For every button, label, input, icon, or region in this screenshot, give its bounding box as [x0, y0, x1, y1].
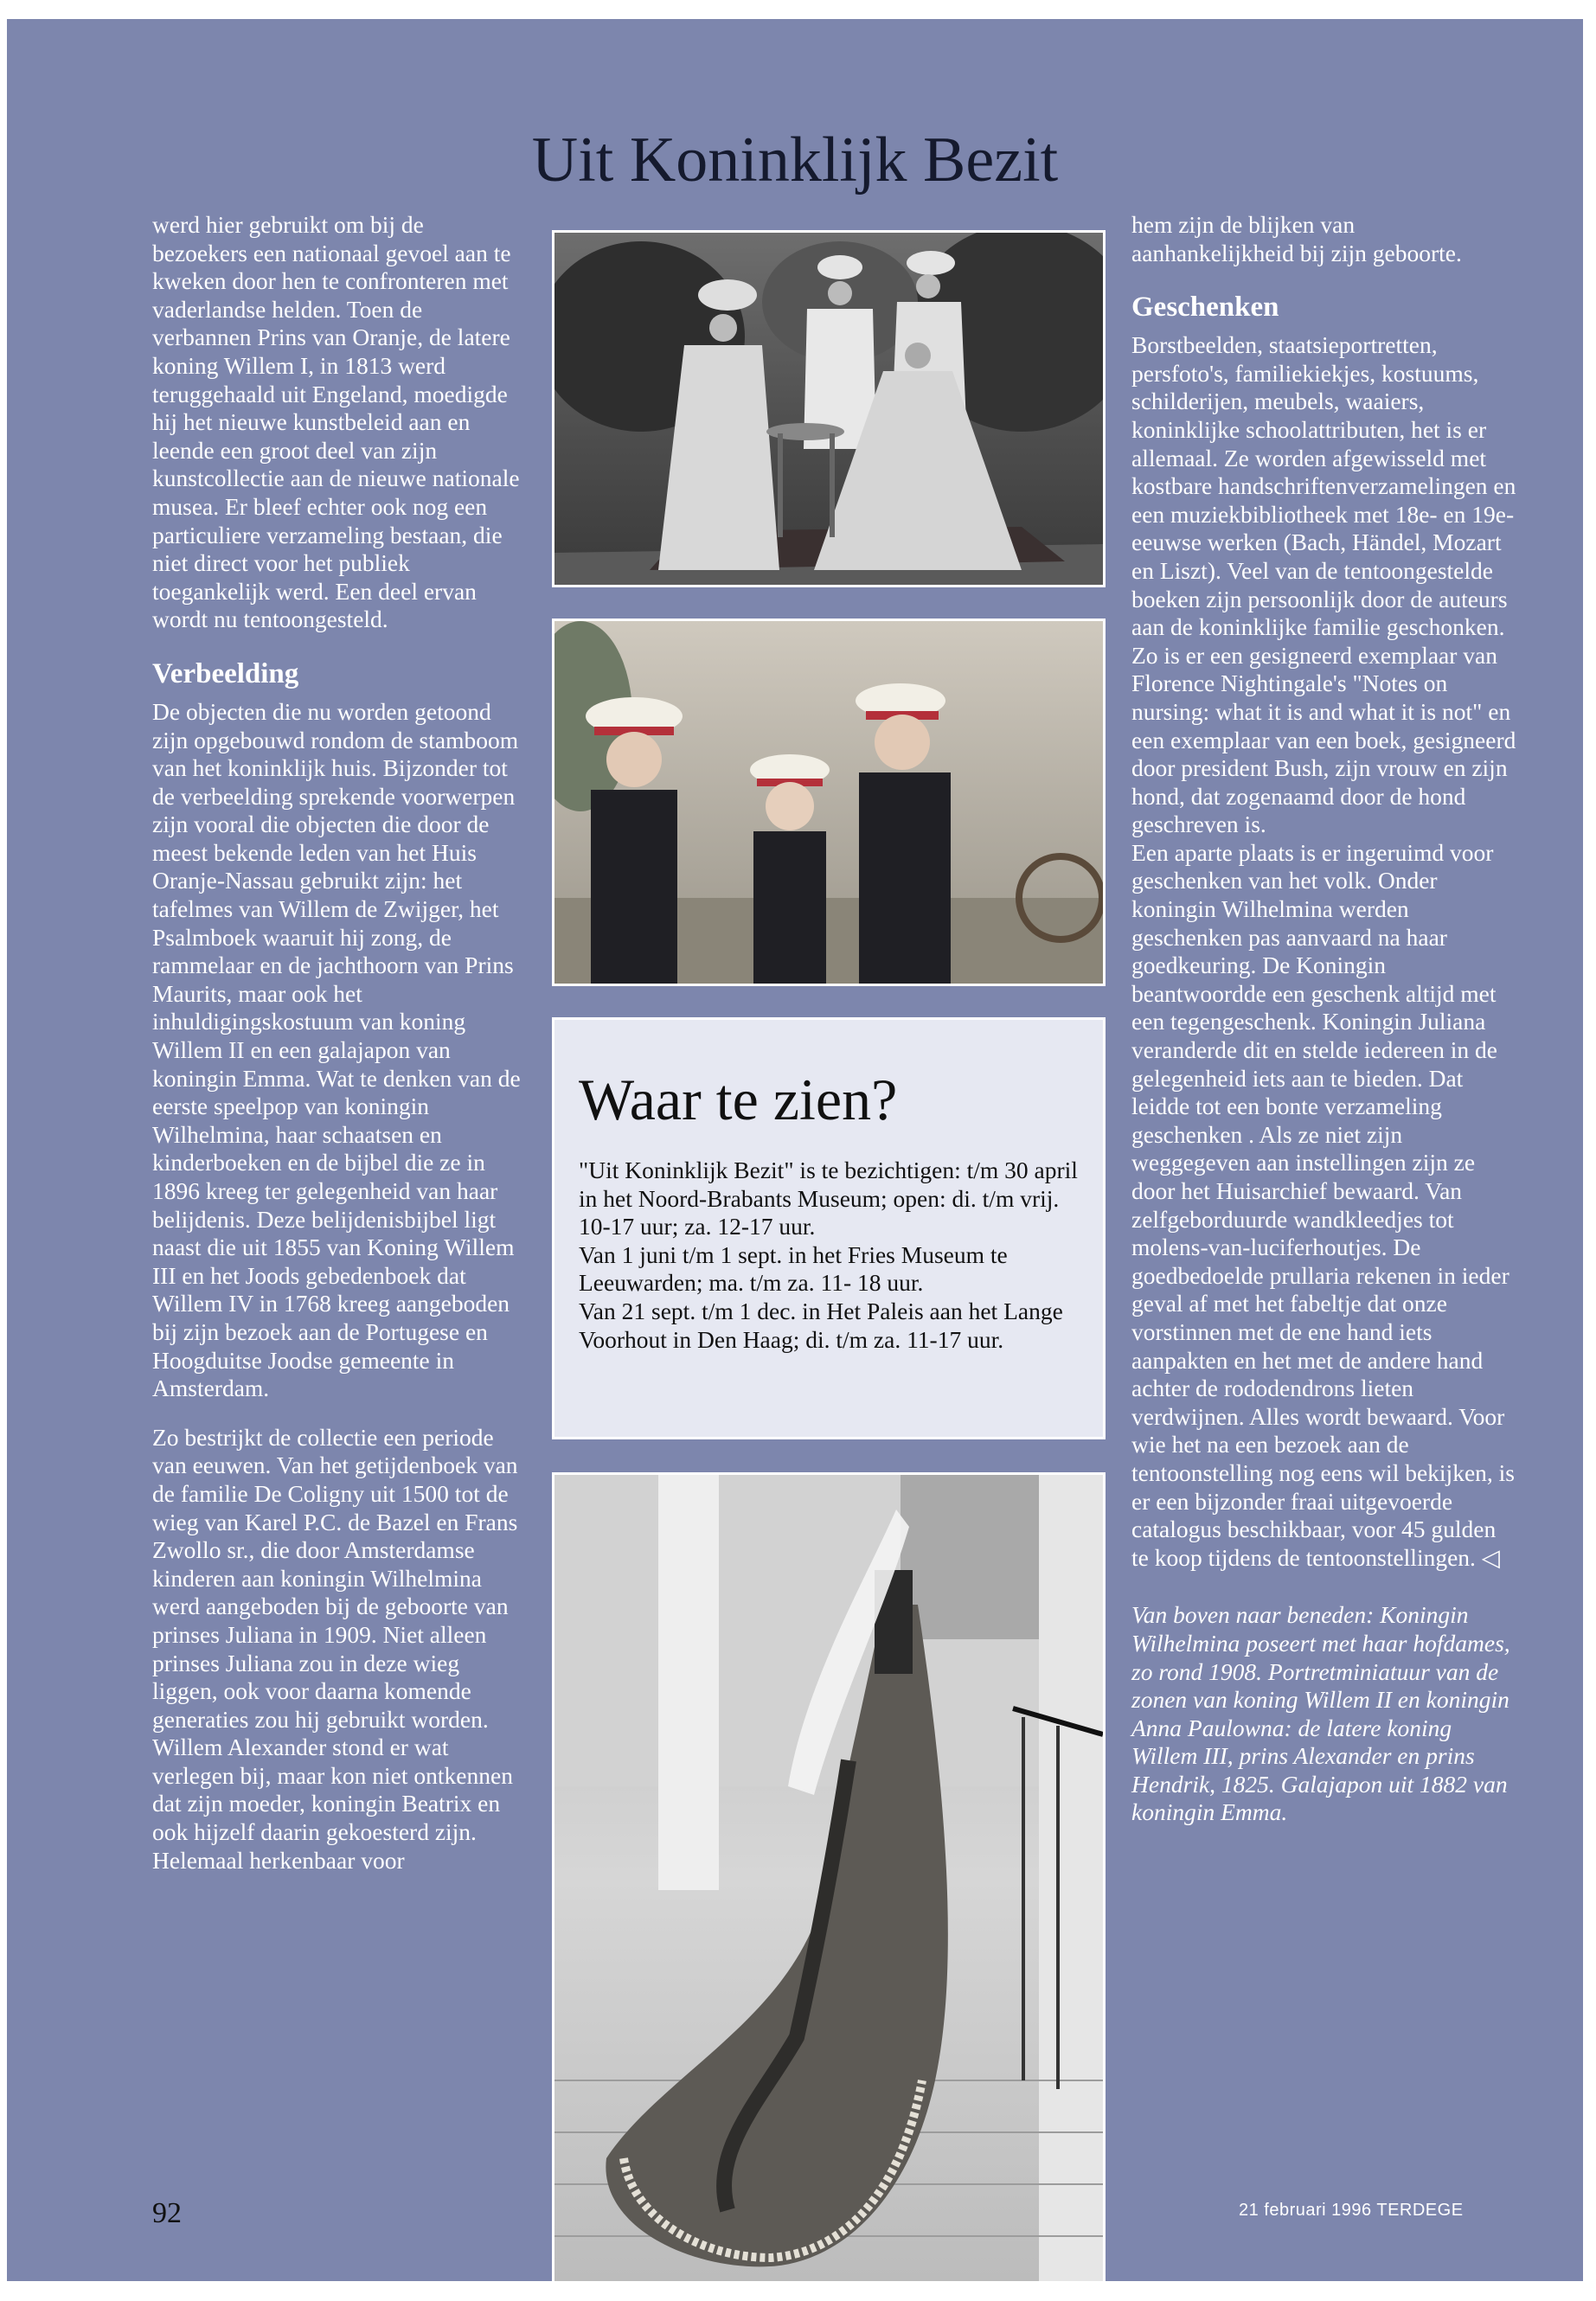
section-heading-verbeelding: Verbeelding	[152, 657, 299, 689]
left-paragraph-1: werd hier gebruikt om bij de bezoekers een nationaal gevoel aan te kweken door hen te confronteren met vaderlandse helden. Toen de verbannen Prins van Oranje, de latere koning Willem I, in 1813 werd teruggehaald uit Engeland, moedigde hij het nieuwe kunstbeleid aan en leende een groot deel van zijn kunstcollectie aan de nieuwe nationale musea. Er bleef echter ook nog een particuliere verzameling bestaan, die niet direct voor het publiek toegankelijk werd. Een deel ervan wordt nu tentoongesteld.	[152, 211, 520, 633]
info-box-title: Waar te zien?	[579, 1067, 898, 1132]
right-paragraph-1: hem zijn de blijken van aanhankelijkheid bij zijn geboorte.	[1131, 211, 1462, 266]
photo-queen-with-ladies	[552, 230, 1106, 587]
magazine-page	[7, 19, 1583, 2281]
photo-gala-gown	[552, 1472, 1106, 2281]
left-column	[152, 211, 524, 1875]
info-line-den-bosch: "Uit Koninklijk Bezit" is te bezichtigen: t/m 30 april in het Noord-Brabants Museum; open: di. t/m vrij. 10-17 uur; za. 12-17 uur.	[579, 1157, 1078, 1240]
section-heading-geschenken: Geschenken	[1131, 292, 1279, 324]
photo-caption: Van boven naar beneden: Koningin Wilhelmina poseert met haar hofdames, zo rond 1908. Portretminiatuur van de zonen van koning Willem II en koningin Anna Paulowna: de latere koning Willem III, prins Alexander en prins Hendrik, 1825. Galajapon uit 1882 van koningin Emma.	[1131, 1601, 1510, 1826]
page-number: 92	[152, 2197, 182, 2229]
right-paragraph-3-text: Een aparte plaats is er ingeruimd voor geschenken van het volk. Onder koningin Wilhelmina werden geschenken pas aanvaard na haar goedkeuring. De Koningin beantwoordde een geschenk altijd met een tegengeschenk. Koningin Juliana veranderde dit en stelde iedereen in de gelegenheid iets aan te bieden. Dat leidde tot een bonte verzameling geschenken . Als ze niet zijn weggegeven aan instellingen zijn ze door het Huisarchief bewaard. Van zelfgeborduurde wandkleedjes tot molens-van-luciferhoutjes. De goedbedoelde prullaria rekenen in ieder geval af met het fabeltje dat onze vorstinnen met de ene hand iets aanpakten en het met de andere hand achter de rododendrons lieten verdwijnen. Alles wordt bewaard. Voor wie het na een bezoek aan de tentoonstelling nog eens wil bekijken, is er een bijzonder fraai uitgevoerde catalogus beschikbaar, voor 45 gulden te koop tijdens de tentoonstellingen.	[1131, 838, 1515, 1571]
info-box-where-to-see	[552, 1017, 1106, 1439]
info-line-den-haag: Van 21 sept. t/m 1 dec. in Het Paleis aan het Lange Voorhout in Den Haag; di. t/m za. 11-17 uur.	[579, 1297, 1063, 1353]
right-paragraph-2: Borstbeelden, staatsieportretten, persfoto's, familiekiekjes, kostuums, schilderijen, meubels, waaiers, koninklijke schoolattributen, het is er allemaal. Ze worden afgewisseld met kostbare handschriftenverzamelingen en een muziekbibliotheek met 18e- en 19e-eeuwse werken (Bach, Händel, Mozart en Liszt). Veel van de tentoongestelde boeken zijn persoonlijk door de auteurs aan de koninklijke familie geschonken. Zo is er een gesigneerd exemplaar van Florence Nightingale's "Notes on nursing: what it is and what it is not" en een exemplaar van een boek, gesigneerd door president Bush, zijn vrouw en zijn hond, dat zogenaamd door de hond geschreven is.	[1131, 331, 1516, 838]
right-column	[1131, 211, 1516, 1827]
right-paragraph-3	[1131, 839, 1516, 1572]
issue-footer: 21 februari 1996 TERDEGE	[1239, 2201, 1464, 2220]
info-line-leeuwarden: Van 1 juni t/m 1 sept. in het Fries Museum te Leeuwarden; ma. t/m za. 11- 18 uur.	[579, 1240, 1008, 1297]
end-of-article-icon: ◁	[1481, 1543, 1500, 1571]
photo-portrait-miniature-princes	[552, 619, 1106, 986]
article-title: Uit Koninklijk Bezit	[531, 125, 1059, 195]
left-paragraph-3: Zo bestrijkt de collectie een periode van eeuwen. Van het getijdenboek van de familie De Coligny uit 1500 tot de wieg van Karel P.C. de Bazel en Frans Zwollo sr., die door Amsterdamse kinderen aan koningin Wilhelmina werd aangeboden bij de geboorte van prinses Juliana in 1909. Niet alleen prinses Juliana zou in deze wieg liggen, ook voor daarna komende generaties zou hij gebruikt worden. Willem Alexander stond er wat verlegen bij, maar kon niet ontkennen dat zijn moeder, koningin Beatrix en ook hijzelf daarin gekoesterd zijn. Helemaal herkenbaar voor	[152, 1423, 518, 1874]
left-paragraph-2: De objecten die nu worden getoond zijn opgebouwd rondom de stamboom van het koninklijk huis. Bijzonder tot de verbeelding sprekende voorwerpen zijn vooral die objecten die door de meest bekende leden van het Huis Oranje-Nassau gebruikt zijn: het tafelmes van Willem de Zwijger, het Psalmboek waaruit hij zong, de rammelaar en de jachthoorn van Prins Maurits, maar ook het inhuldigingskostuum van koning Willem II en een galajapon van koningin Emma. Wat te denken van de eerste speelpop van koningin Wilhelmina, haar schaatsen en kinderboeken en de bijbel die ze in 1896 kreeg ter gelegenheid van haar belijdenis. Deze belijdenisbijbel ligt naast die uit 1855 van Koning Willem III en het Joods gebedenboek dat Willem IV in 1768 kreeg aangeboden bij zijn bezoek aan de Portugese en Hoogduitse Joodse gemeente in Amsterdam.	[152, 697, 521, 1402]
